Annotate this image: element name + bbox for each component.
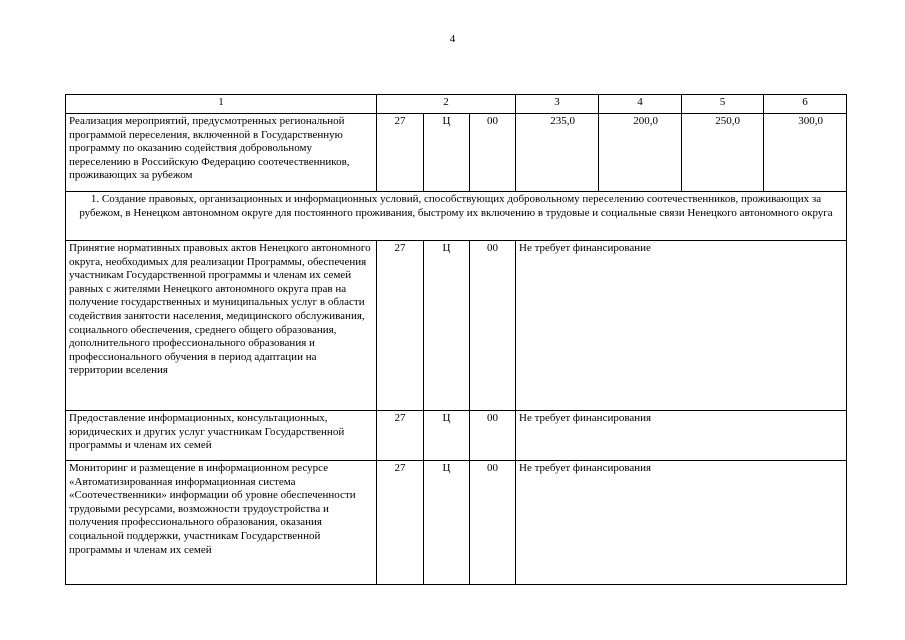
column-numbers-row [66, 95, 847, 114]
funding-note: Не требует финансирования [516, 461, 847, 585]
event-code: 00 [470, 411, 516, 461]
table-row [66, 411, 847, 461]
program-code: 27 [377, 411, 424, 461]
section-title: 1. Создание правовых, организационных и информационных условий, способствующих добровольному переселению соотечественников, проживающих за рубежом, в Ненецком автономном округе для постоянного проживания, быстрому их включению в трудовые и социальные связи Ненецкого автономного округа [66, 192, 847, 241]
column-number: 3 [516, 95, 599, 114]
column-number: 4 [599, 95, 682, 114]
activity-name: Мониторинг и размещение в информационном ресурсе «Автоматизированная информационная система «Соотечественники» информации об уровне обеспеченности трудовыми ресурсами, возможности трудоустройства и получения профессионального образования, оказания социальной поддержки, участникам Государственной программы и членам их семей [66, 461, 377, 585]
column-number: 1 [66, 95, 377, 114]
activity-name: Предоставление информационных, консультационных, юридических и других услуг участникам Государственной программы и членам их семей [66, 411, 377, 461]
amount-col6: 300,0 [764, 114, 847, 192]
activity-name: Реализация мероприятий, предусмотренных региональной программой переселения, включенной в Государственную программу по оказанию содействия добровольному переселению в Российскую Федерацию соотечественников, проживающих за рубежом [66, 114, 377, 192]
column-number: 5 [682, 95, 764, 114]
amount-col3: 235,0 [516, 114, 599, 192]
funding-note: Не требует финансирования [516, 411, 847, 461]
subprogram-code: Ц [424, 411, 470, 461]
section-row [66, 192, 847, 241]
program-code: 27 [377, 241, 424, 411]
column-number: 6 [764, 95, 847, 114]
table-row [66, 461, 847, 585]
event-code: 00 [470, 461, 516, 585]
event-code: 00 [470, 114, 516, 192]
amount-col5: 250,0 [682, 114, 764, 192]
budget-table [65, 94, 847, 585]
column-number: 2 [377, 95, 516, 114]
subprogram-code: Ц [424, 114, 470, 192]
amount-col4: 200,0 [599, 114, 682, 192]
funding-note: Не требует финансирование [516, 241, 847, 411]
subprogram-code: Ц [424, 461, 470, 585]
page-number: 4 [449, 33, 456, 45]
event-code: 00 [470, 241, 516, 411]
program-code: 27 [377, 461, 424, 585]
table-row [66, 241, 847, 411]
activity-name: Принятие нормативных правовых актов Ненецкого автономного округа, необходимых для реализации Программы, обеспечения участникам Государственной программы и членам их семей равных с жителями Ненецкого автономного округа прав на получение государственных и муниципальных услуг в области содействия занятости населения, медицинского обслуживания, социального обеспечения, среднего общего образования, дополнительного профессионального образования и профессионального обучения в период адаптации на территории вселения [66, 241, 377, 411]
table-row [66, 114, 847, 192]
program-code: 27 [377, 114, 424, 192]
subprogram-code: Ц [424, 241, 470, 411]
